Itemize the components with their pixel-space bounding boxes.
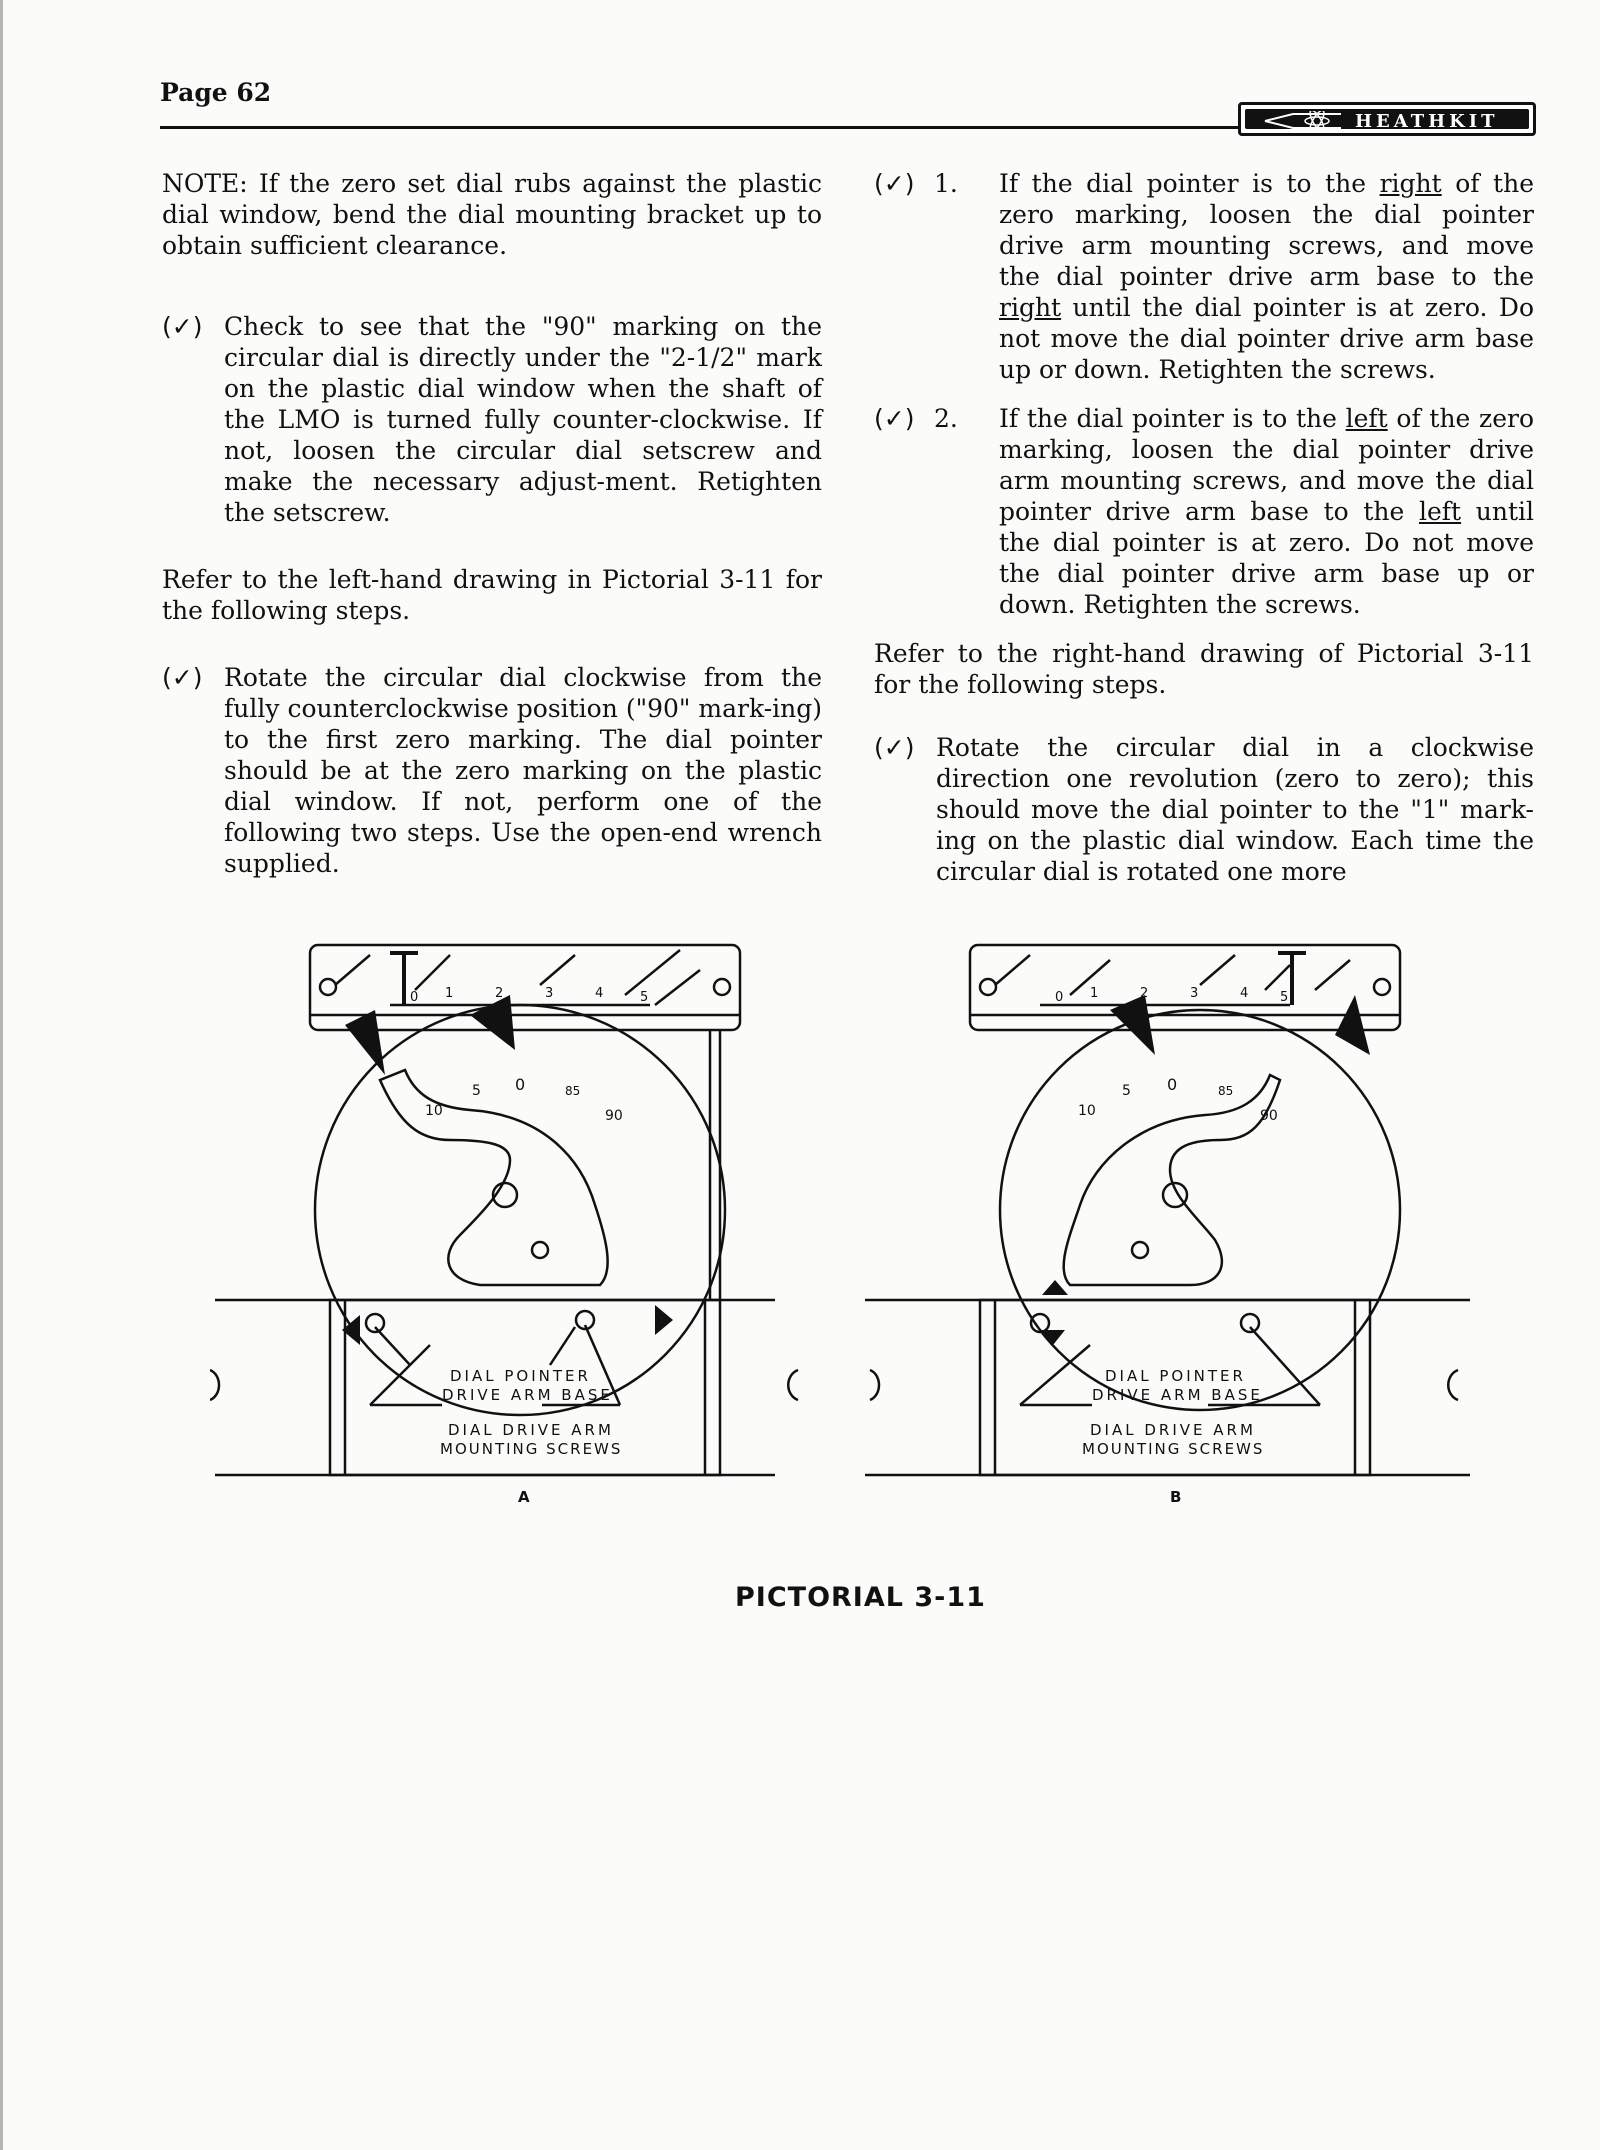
dial-mark: 5 (1122, 1083, 1131, 1099)
brand-name: HEATHKIT (1355, 111, 1499, 132)
drawing-letter-a: A (518, 1488, 530, 1506)
checkbox-mark: (✓) (162, 663, 203, 692)
window-scale-label: 4 (595, 986, 604, 1001)
window-scale-label: 2 (495, 986, 504, 1001)
margin-mark (0, 0, 3, 2150)
left-column (162, 168, 822, 879)
rotate-step-right (874, 732, 1534, 887)
rotate-step-right-text: Rotate the circular dial in a clockwise direction one revolution (zero to zero); this should move the dial pointer to the "1" mark-ing on the plastic dial window. Each time the circular dial is rotated one more (936, 733, 1534, 886)
checkbox-mark: (✓) (874, 733, 915, 762)
drive-arm-base-label: DRIVE ARM BASE (442, 1386, 613, 1404)
heathkit-logo (1238, 102, 1536, 136)
window-scale-label: 0 (410, 990, 419, 1005)
refer-left-paragraph: Refer to the left-hand drawing in Pictorial 3-11 for the following steps. (162, 565, 822, 625)
dial-mark: 85 (1218, 1084, 1234, 1098)
step-number: 2. (934, 404, 958, 433)
dial-drive-arm-label: DIAL DRIVE ARM (1090, 1421, 1256, 1439)
window-scale-label: 0 (1055, 990, 1064, 1005)
step-number: 1. (934, 169, 958, 198)
step-1 (874, 168, 1534, 385)
dial-mark: 10 (425, 1103, 443, 1119)
mounting-screws-label: MOUNTING SCREWS (1082, 1440, 1265, 1458)
checkbox-mark: (✓) (874, 404, 915, 433)
dial-pointer-label: DIAL POINTER (450, 1367, 591, 1385)
page-number: Page 62 (160, 78, 272, 107)
step-2-text: If the dial pointer is to the left of the zero marking, loosen the dial pointer drive arm mounting screws, and move the dial pointer drive arm base to the left until the dial pointer is at zero. Do not move the dial pointer drive arm base up or down. Retighten the screws. (999, 404, 1535, 619)
window-scale-label: 2 (1140, 986, 1149, 1001)
rotate-step-text: Rotate the circular dial clockwise from the fully counterclockwise position ("90" mark-ing) to the first zero marking. The dial pointer should be at the zero marking on the plastic dial window. If not, perform one of the following two steps. Use the open-end wrench supplied. (224, 663, 822, 878)
figure-caption: PICTORIAL 3-11 (735, 1582, 986, 1613)
rotate-step (162, 662, 822, 879)
step-2 (874, 403, 1534, 620)
right-column (874, 168, 1534, 887)
check-step-text: Check to see that the "90" marking on the circular dial is directly under the "2-1/2" mark on the plastic dial window when the shaft of the LMO is turned fully counter-clockwise. If not, loosen the circular dial setscrew and make the necessary adjust-ment. Retighten the setscrew. (224, 312, 822, 527)
atom-logo-icon (1263, 111, 1343, 131)
window-scale-label: 3 (1190, 986, 1199, 1001)
dial-mark: 10 (1078, 1103, 1096, 1119)
window-scale-label: 5 (1280, 990, 1289, 1005)
pictorial-figure (210, 935, 1480, 1525)
checkbox-mark: (✓) (162, 312, 203, 341)
mounting-screws-label: MOUNTING SCREWS (440, 1440, 623, 1458)
refer-right-paragraph: Refer to the right-hand drawing of Pictorial 3-11 for the following steps. (874, 639, 1534, 699)
header-rule (160, 126, 1240, 129)
dial-mark: 90 (1260, 1108, 1278, 1124)
dial-mark: 85 (565, 1084, 581, 1098)
dial-mark: 90 (605, 1108, 623, 1124)
dial-drive-arm-label: DIAL DRIVE ARM (448, 1421, 614, 1439)
window-scale-label: 1 (1090, 986, 1099, 1001)
dial-mark: 0 (515, 1075, 526, 1094)
dial-pointer-label: DIAL POINTER (1105, 1367, 1246, 1385)
note-paragraph: NOTE: If the zero set dial rubs against the plastic dial window, bend the dial mounting bracket up to obtain sufficient clearance. (162, 169, 822, 260)
drive-arm-base-label: DRIVE ARM BASE (1092, 1386, 1263, 1404)
window-scale-label: 4 (1240, 986, 1249, 1001)
window-scale-label: 1 (445, 986, 454, 1001)
checkbox-mark: (✓) (874, 169, 915, 198)
drawing-letter-b: B (1170, 1488, 1182, 1506)
step-1-text: If the dial pointer is to the right of the zero marking, loosen the dial pointer drive arm mounting screws, and move the dial pointer drive arm base to the right until the dial pointer is at zero. Do not move the dial pointer drive arm base up or down. Retighten the screws. (999, 169, 1534, 384)
window-scale-label: 5 (640, 990, 649, 1005)
window-scale-label: 3 (545, 986, 554, 1001)
check-step (162, 311, 822, 528)
dial-mark: 0 (1167, 1075, 1178, 1094)
dial-mark: 5 (472, 1083, 481, 1099)
